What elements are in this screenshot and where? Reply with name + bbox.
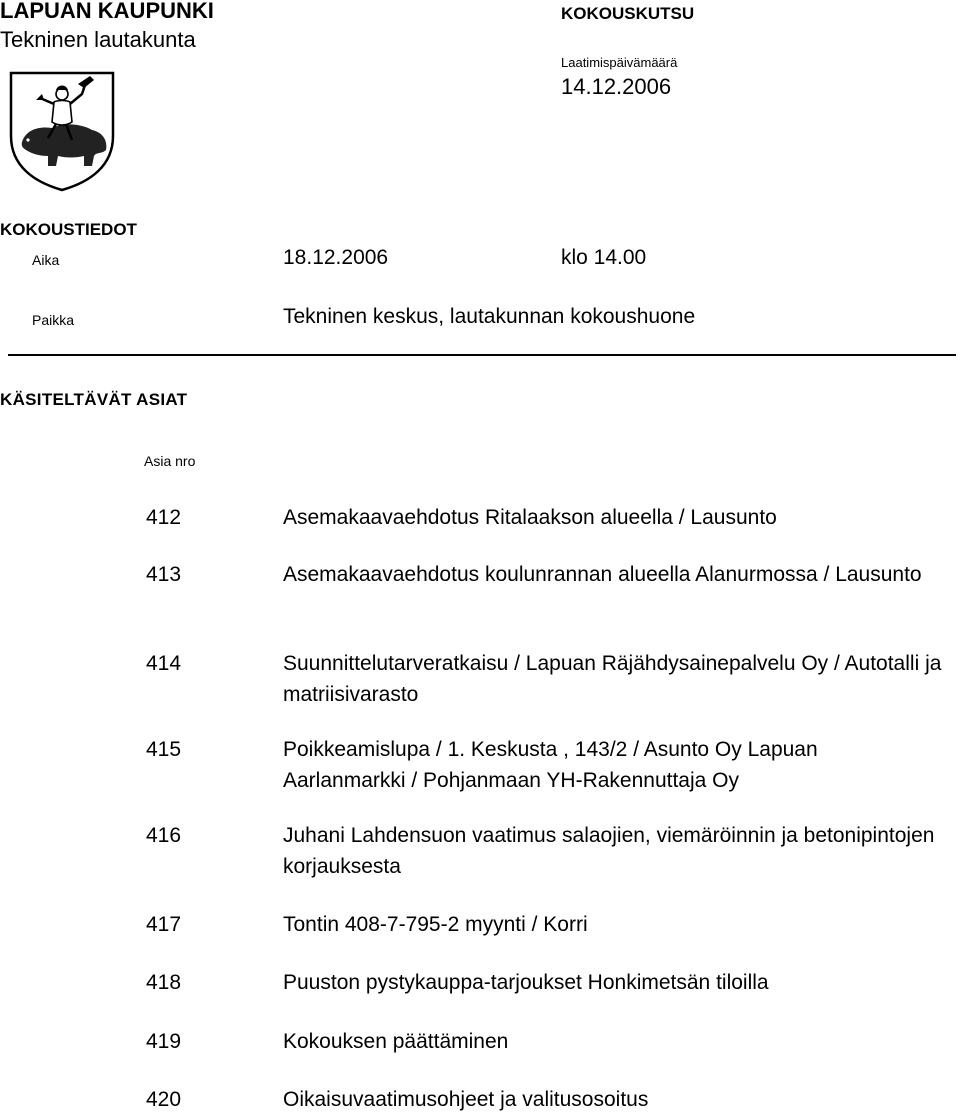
- meeting-date: 18.12.2006: [283, 246, 389, 269]
- agenda-item-number: 416: [146, 824, 182, 847]
- section-divider: [8, 354, 956, 356]
- agenda-item-number: 414: [146, 652, 182, 675]
- item-number-column-label: Asia nro: [144, 453, 196, 469]
- place-label: Paikka: [32, 312, 75, 328]
- agenda-item-title: Puuston pystykauppa-tarjoukset Honkimetsän tiloilla: [283, 971, 769, 994]
- agenda-item-title: Juhani Lahdensuon vaatimus salaojien, viemäröinnin ja betonipintojen korjauksesta: [283, 824, 935, 878]
- coat-of-arms-icon: [8, 70, 116, 192]
- committee-name: Tekninen lautakunta: [0, 27, 196, 52]
- agenda-item-number: 412: [146, 506, 182, 529]
- agenda-item-title: Asemakaavaehdotus koulunrannan alueella Alanurmossa / Lausunto: [283, 563, 922, 586]
- meeting-time: klo 14.00: [561, 246, 647, 269]
- agenda-item-number: 415: [146, 738, 182, 761]
- agenda-item-title: Oikaisuvaatimusohjeet ja valitusosoitus: [283, 1088, 649, 1111]
- time-label: Aika: [32, 252, 60, 268]
- agenda-item-number: 413: [146, 563, 182, 586]
- agenda-item-number: 417: [146, 913, 182, 936]
- agenda-item-title: Suunnittelutarveratkaisu / Lapuan Räjähdysainepalvelu Oy / Autotalli ja matriisivarasto: [283, 652, 942, 706]
- document-type: KOKOUSKUTSU: [561, 4, 695, 23]
- organization-name: LAPUAN KAUPUNKI: [0, 0, 214, 23]
- agenda-item-title: Kokouksen päättäminen: [283, 1030, 509, 1053]
- agenda-item-title: Tontin 408-7-795-2 myynti / Korri: [283, 913, 588, 936]
- agenda-item-number: 420: [146, 1088, 182, 1111]
- agenda-item-title: Asemakaavaehdotus Ritalaakson alueella / Lausunto: [283, 506, 777, 529]
- meeting-place: Tekninen keskus, lautakunnan kokoushuone: [283, 305, 696, 328]
- agenda-item-number: 418: [146, 971, 182, 994]
- preparation-date-label: Laatimispäivämäärä: [561, 55, 678, 70]
- agenda-item-number: 419: [146, 1030, 182, 1053]
- agenda-heading: KÄSITELTÄVÄT ASIAT: [0, 390, 188, 409]
- meeting-info-heading: KOKOUSTIEDOT: [0, 220, 137, 239]
- agenda-item-title: Poikkeamislupa / 1. Keskusta , 143/2 / Asunto Oy Lapuan Aarlanmarkki / Pohjanmaan YH-Rakennuttaja Oy: [283, 738, 818, 792]
- preparation-date: 14.12.2006: [561, 74, 672, 99]
